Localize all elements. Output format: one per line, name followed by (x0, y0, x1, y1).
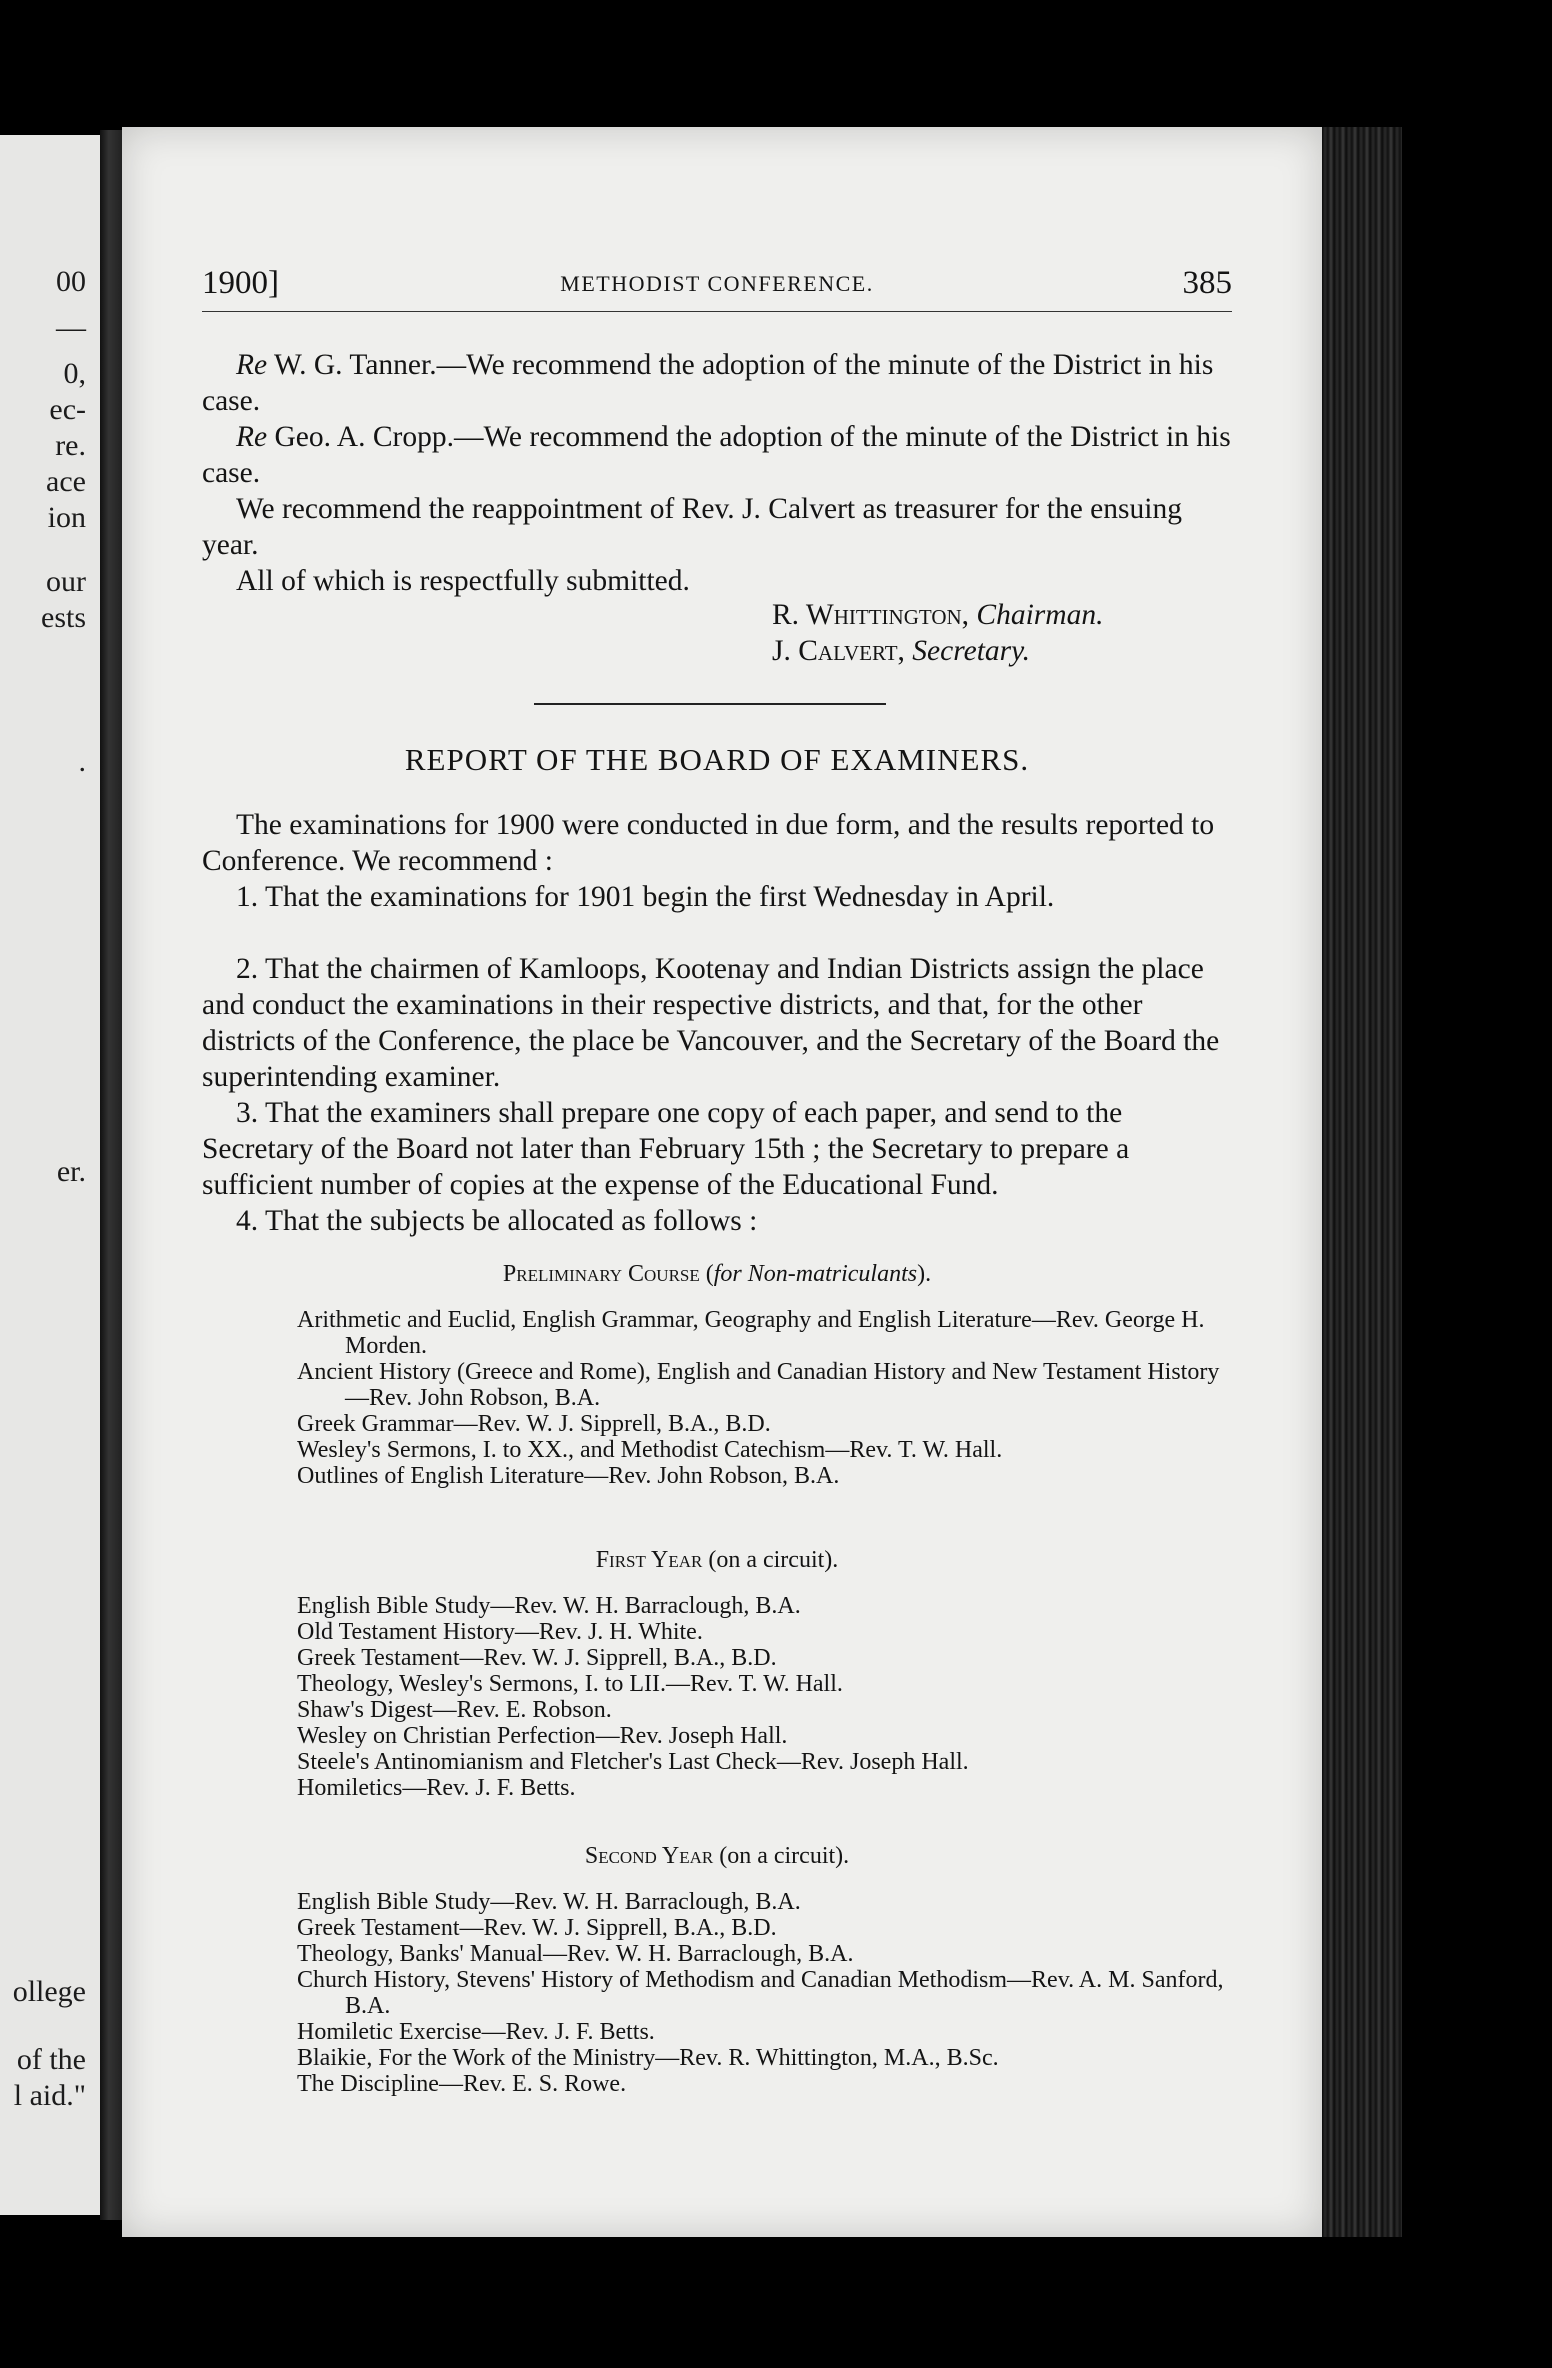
signature-name: J. Calvert, (772, 635, 905, 667)
list-item: English Bible Study—Rev. W. H. Barraclough, B.A. (297, 1889, 801, 1915)
list-item: English Bible Study—Rev. W. H. Barraclough, B.A. (297, 1593, 801, 1619)
left-fragment: our (46, 565, 86, 598)
left-fragment: ace (46, 465, 86, 498)
list-item: Blaikie, For the Work of the Ministry—Rev. R. Whittington, M.A., B.Sc. (297, 2045, 999, 2071)
left-fragment: er. (56, 1155, 86, 1188)
report-item: 1. That the examinations for 1901 begin the first Wednesday in April. (236, 881, 1055, 913)
left-fragment: re. (55, 429, 86, 462)
second-year-title (202, 1843, 1232, 1870)
list-item: Theology, Banks' Manual—Rev. W. H. Barraclough, B.A. (297, 1941, 854, 1967)
list-item: Greek Grammar—Rev. W. J. Sipprell, B.A., B.D. (297, 1411, 771, 1437)
left-fragment: ollege (12, 1975, 86, 2008)
report-item: 4. That the subjects be allocated as follows : (236, 1205, 758, 1237)
list-item: Arithmetic and Euclid, English Grammar, Geography and English Literature—Rev. George H. Morden. (297, 1307, 1205, 1359)
left-fragment: . (78, 745, 86, 778)
minute-re: Re (236, 421, 268, 453)
book-page (122, 127, 1322, 2237)
list-item: The Discipline—Rev. E. S. Rowe. (297, 2071, 627, 2097)
preliminary-course-title: Preliminary Course (for Non-matriculants). (502, 1261, 932, 1287)
list-item: Church History, Stevens' History of Methodism and Canadian Methodism—Rev. A. M. Sanford, B.A. (297, 1967, 1224, 2019)
left-fragment: — (56, 311, 86, 344)
left-page-edge (0, 135, 100, 2215)
first-year-title (202, 1547, 1232, 1574)
signature-chairman (772, 599, 1103, 632)
list-item: Greek Testament—Rev. W. J. Sipprell, B.A., B.D. (297, 1915, 777, 1941)
page-number: 385 (1182, 265, 1232, 301)
signature-role: Secretary. (912, 635, 1030, 667)
left-fragment: ec- (49, 393, 86, 426)
minute-text: We recommend the reappointment of Rev. J. Calvert as treasurer for the ensuing year. (202, 493, 1182, 561)
signature-name: R. Whittington, (772, 599, 970, 631)
left-fragment: of the (16, 2043, 86, 2076)
list-item: Greek Testament—Rev. W. J. Sipprell, B.A., B.D. (297, 1645, 777, 1671)
header-year: 1900] (202, 265, 279, 301)
left-fragment: ion (47, 501, 86, 534)
signature-role: Chairman. (976, 599, 1104, 631)
minute-text: W. G. Tanner.—We recommend the adoption of the minute of the District in his case. (202, 349, 1214, 417)
list-item: Old Testament History—Rev. J. H. White. (297, 1619, 703, 1645)
list-item: Wesley on Christian Perfection—Rev. Joseph Hall. (297, 1723, 788, 1749)
minute-paragraph (202, 419, 1232, 491)
first-year-subjects (297, 1593, 1237, 1801)
course-title: Preliminary Course (502, 1261, 700, 1287)
course-title: First Year (595, 1547, 703, 1573)
second-year-subjects (297, 1889, 1237, 2097)
course-subtitle: for Non-matriculants (713, 1261, 918, 1287)
running-header (202, 265, 1232, 312)
report-intro: The examinations for 1900 were conducted in due form, and the results reported to Conference. We recommend : (202, 809, 1215, 877)
minute-paragraph (202, 563, 1232, 599)
book-gutter (100, 130, 122, 2220)
minute-paragraph (202, 491, 1232, 563)
report-item: 2. That the chairmen of Kamloops, Kootenay and Indian Districts assign the place and conduct the examinations in their respective districts, and that, for the other districts of the Conference, the place be Vancouver, and the Secretary of the Board the superintending examiner. (202, 953, 1220, 1093)
minute-re: Re (236, 349, 268, 381)
minute-text: All of which is respectfully submitted. (236, 565, 690, 597)
left-fragment: l aid." (13, 2079, 86, 2112)
list-item: Homiletic Exercise—Rev. J. F. Betts. (297, 2019, 655, 2045)
header-title: METHODIST CONFERENCE. (560, 271, 874, 296)
page-stack-edge (1322, 127, 1402, 2237)
course-subtitle: (on a circuit). (708, 1547, 839, 1573)
left-fragment: ests (41, 601, 86, 634)
section-divider (534, 703, 886, 705)
list-item: Steele's Antinomianism and Fletcher's Last Check—Rev. Joseph Hall. (297, 1749, 969, 1775)
list-item: Ancient History (Greece and Rome), English and Canadian History and New Testament History—Rev. John Robson, B.A. (297, 1359, 1220, 1411)
minute-paragraph (202, 347, 1232, 419)
left-fragment: 00 (56, 265, 86, 298)
left-fragment: 0, (63, 357, 86, 390)
list-item: Homiletics—Rev. J. F. Betts. (297, 1775, 576, 1801)
report-item: 3. That the examiners shall prepare one copy of each paper, and send to the Secretary of the Board not later than February 15th ; the Secretary to prepare a sufficient number of copies at the expense of the Educational Fund. (202, 1097, 1130, 1201)
signature-secretary (772, 635, 1030, 668)
preliminary-subjects (297, 1307, 1237, 1489)
course-subtitle: (on a circuit). (719, 1843, 850, 1869)
course-title: Second Year (584, 1843, 714, 1869)
list-item: Theology, Wesley's Sermons, I. to LII.—Rev. T. W. Hall. (297, 1671, 843, 1697)
report-title: REPORT OF THE BOARD OF EXAMINERS. (404, 742, 1030, 777)
minute-text: Geo. A. Cropp.—We recommend the adoption of the minute of the District in his case. (202, 421, 1231, 489)
list-item: Shaw's Digest—Rev. E. Robson. (297, 1697, 612, 1723)
list-item: Outlines of English Literature—Rev. John Robson, B.A. (297, 1463, 840, 1489)
list-item: Wesley's Sermons, I. to XX., and Methodist Catechism—Rev. T. W. Hall. (297, 1437, 1003, 1463)
